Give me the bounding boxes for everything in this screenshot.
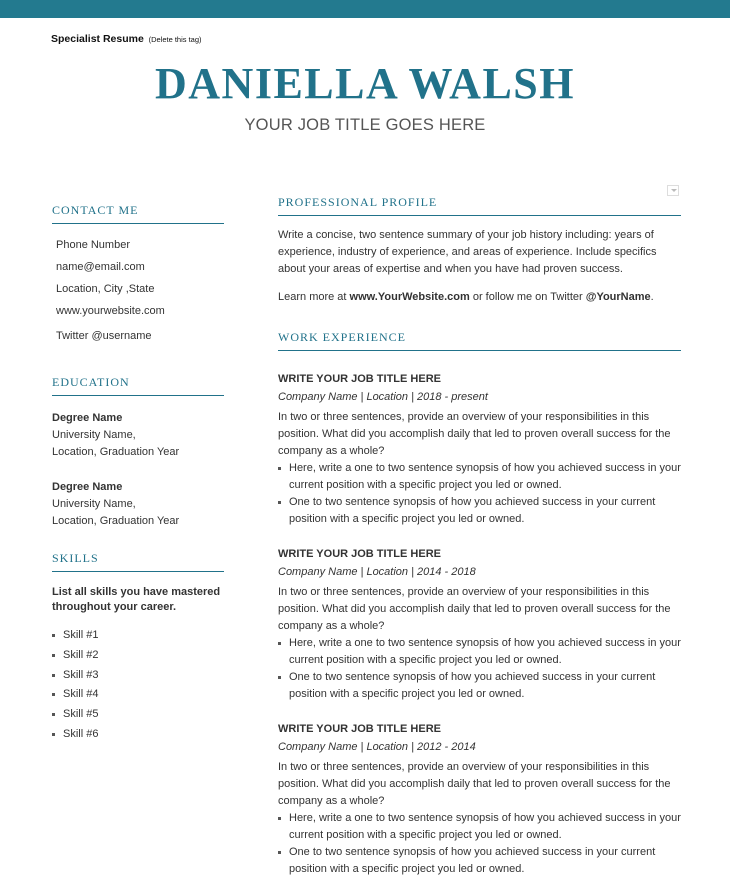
education-entry[interactable]: [52, 479, 224, 530]
bullet-icon: [278, 642, 281, 645]
tag-label: Specialist Resume: [51, 33, 144, 45]
twitter-handle[interactable]: @YourName: [585, 291, 651, 303]
resume-tag[interactable]: [51, 33, 202, 45]
bullet-icon: [52, 674, 55, 677]
job-meta: Company Name | Location | 2018 - present: [278, 391, 488, 403]
experience-heading: WORK EXPERIENCE: [278, 330, 681, 351]
experience-section: [278, 330, 681, 351]
contact-section: [52, 203, 224, 224]
university-name: University Name,: [52, 498, 136, 510]
job-bullet: One to two sentence synopsis of how you achieved success in your current position with a specific project you led or owned.: [278, 844, 688, 878]
job-meta: Company Name | Location | 2014 - 2018: [278, 566, 476, 578]
education-heading: EDUCATION: [52, 375, 224, 396]
skill-label: Skill #4: [63, 688, 99, 701]
profile-summary[interactable]: Write a concise, two sentence summary of your job history including: years of experience, industry of experience, and areas of experience. Include specifics about your areas of expertise and when you have had proven success.: [278, 229, 657, 275]
skill-item[interactable]: [52, 668, 224, 688]
bullet-icon: [52, 654, 55, 657]
bullet-icon: [52, 634, 55, 637]
tag-note: (Delete this tag): [148, 35, 202, 44]
skills-intro[interactable]: List all skills you have mastered throughout your career.: [52, 586, 221, 613]
education-section: [52, 375, 224, 530]
learn-middle: or follow me on Twitter: [469, 291, 586, 303]
skill-item[interactable]: [52, 628, 224, 648]
skill-label: Skill #1: [63, 629, 99, 641]
skill-item[interactable]: [52, 687, 224, 707]
job-bullet: One to two sentence synopsis of how you achieved success in your current position with a specific project you led or owned.: [278, 494, 688, 528]
job-bullet: Here, write a one to two sentence synopsis of how you achieved success in your current position with a specific project you led or owned.: [278, 810, 688, 844]
bullet-icon: [278, 851, 281, 854]
job-bullet: Here, write a one to two sentence synopsis of how you achieved success in your current position with a specific project you led or owned.: [278, 635, 688, 669]
job-bullet: One to two sentence synopsis of how you achieved success in your current position with a specific project you led or owned.: [278, 669, 688, 703]
bullet-icon: [278, 467, 281, 470]
job-title: WRITE YOUR JOB TITLE HERE: [278, 723, 441, 735]
bullet-icon: [52, 733, 55, 736]
contact-list: [56, 238, 165, 351]
profile-links[interactable]: [278, 289, 681, 306]
job-meta: Company Name | Location | 2012 - 2014: [278, 741, 476, 753]
job-description: In two or three sentences, provide an overview of your responsibilities in this position. What did you accomplish daily that led to proven overall success for the company as a whole?: [278, 411, 671, 457]
skill-label: Skill #3: [63, 668, 99, 681]
profile-section: [278, 195, 681, 306]
job-bullet: Here, write a one to two sentence synopsis of how you achieved success in your current position with a specific project you led or owned.: [278, 460, 688, 494]
bullet-icon: [278, 676, 281, 679]
skill-label: Skill #5: [63, 708, 99, 721]
top-accent-bar: [0, 0, 730, 18]
learn-prefix: Learn more at: [278, 291, 350, 303]
skills-list: [52, 628, 224, 747]
education-entry[interactable]: [52, 410, 224, 461]
skill-item[interactable]: [52, 727, 224, 747]
degree-name: Degree Name: [52, 412, 123, 424]
university-name: University Name,: [52, 429, 136, 441]
bullet-icon: [52, 693, 55, 696]
job-description: In two or three sentences, provide an overview of your responsibilities in this position. What did you accomplish daily that led to proven overall success for the company as a whole?: [278, 761, 671, 807]
candidate-job-title[interactable]: YOUR JOB TITLE GOES HERE: [244, 116, 486, 134]
job-entry[interactable]: [278, 547, 688, 703]
job-description: In two or three sentences, provide an overview of your responsibilities in this position. What did you accomplish daily that led to proven overall success for the company as a whole?: [278, 586, 671, 632]
bullet-icon: [52, 713, 55, 716]
contact-website[interactable]: www.yourwebsite.com: [56, 305, 165, 317]
skill-item[interactable]: [52, 707, 224, 727]
contact-twitter[interactable]: Twitter @username: [56, 330, 152, 342]
degree-name: Degree Name: [52, 481, 123, 493]
learn-suffix: .: [650, 291, 654, 303]
job-title: WRITE YOUR JOB TITLE HERE: [278, 373, 441, 385]
contact-phone[interactable]: Phone Number: [56, 239, 130, 251]
contact-email[interactable]: name@email.com: [56, 261, 145, 273]
skills-heading: SKILLS: [52, 551, 224, 572]
job-bullets: [278, 460, 688, 528]
contact-location[interactable]: Location, City ,State: [56, 283, 155, 295]
profile-heading: PROFESSIONAL PROFILE: [278, 195, 681, 216]
education-detail: Location, Graduation Year: [52, 446, 180, 458]
job-entry[interactable]: [278, 372, 688, 528]
bullet-icon: [278, 817, 281, 820]
skill-label: Skill #6: [63, 727, 99, 740]
job-entry[interactable]: [278, 722, 688, 878]
contact-heading: CONTACT ME: [52, 203, 224, 224]
bullet-icon: [278, 501, 281, 504]
job-bullets: [278, 810, 688, 878]
website-link[interactable]: www.YourWebsite.com: [349, 291, 470, 303]
job-title: WRITE YOUR JOB TITLE HERE: [278, 548, 441, 560]
job-bullets: [278, 635, 688, 703]
candidate-name[interactable]: DANIELLA WALSH: [155, 59, 575, 108]
skill-label: Skill #2: [63, 648, 99, 661]
skills-section: [52, 551, 224, 747]
education-detail: Location, Graduation Year: [52, 515, 180, 527]
skill-item[interactable]: [52, 648, 224, 668]
